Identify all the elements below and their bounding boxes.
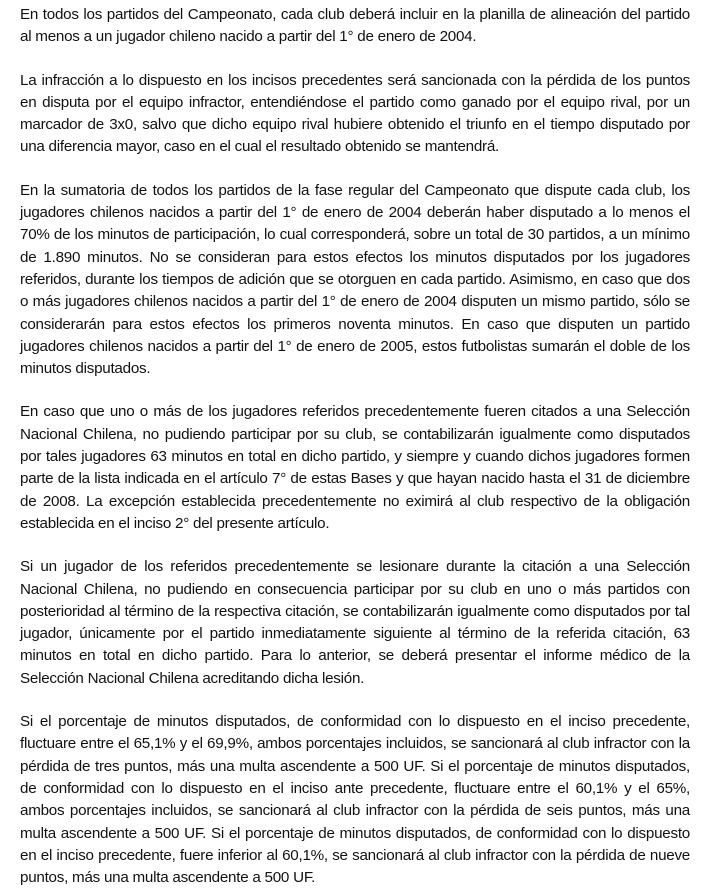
paragraph-percentage-penalties: Si el porcentaje de minutos disputados, de conformidad con lo dispuesto en el inciso precedente, fluctuare entre el 65,1% y el 69,9%, ambos porcentajes incluidos, se sancionará al club infractor con la pérdida de tres puntos, más una multa ascendente a 500 UF. Si el porcentaje de minutos disputados, de conformidad con lo dispuesto en el inciso ante precedente, fluctuare entre el 60,1% y el 65%, ambos porcentajes incluidos, se sancionará al club infractor con la pérdida de seis puntos, más una multa ascendente a 500 UF. Si el porcentaje de minutos disputados, de conformidad con lo dispuesto en el inciso precedente, fuere inferior al 60,1%, se sancionará al club infractor con la pérdida de nueve puntos, más una multa ascendente a 500 UF. [20,713,690,887]
paragraph-injury-during-callup: Si un jugador de los referidos precedentemente se lesionare durante la citación a una Selección Nacional Chilena, no pudiendo en consecuencia participar por su club en uno o más partidos con posterioridad al término de la respectiva citación, se contabilizarán igualmente como disputados por tal jugador, únicamente por el partido inmediatamente siguiente al término de la referida citación, 63 minutos en total en dicho partido. Para lo anterior, se deberá presentar el informe médico de la Selección Nacional Chilena acreditando dicha lesión. [20,558,690,687]
paragraph-minimum-chilean-player: En todos los partidos del Campeonato, cada club deberá incluir en la planilla de alineación del partido al menos a un jugador chileno nacido a partir del 1° de enero de 2004. [20,6,690,46]
paragraph-minutes-requirement: En la sumatoria de todos los partidos de la fase regular del Campeonato que dispute cada club, los jugadores chilenos nacidos a partir del 1° de enero de 2004 deberán haber disputado a lo menos el 70% de los minutos de participación, lo cual corresponderá, sobre un total de 30 partidos, a un mínimo de 1.890 minutos. No se consideran para estos efectos los minutos disputados por los jugadores referidos, durante los tiempos de adición que se otorguen en cada partido. Asimismo, en caso que dos o más jugadores chilenos nacidos a partir del 1° de enero de 2004 disputen un mismo partido, sólo se considerarán para estos efectos los primeros noventa minutos. En caso que disputen un partido jugadores chilenos nacidos a partir del 1° de enero de 2005, estos futbolistas sumarán el doble de los minutos disputados. [20,181,690,378]
paragraph-infraction-sanction: La infracción a lo dispuesto en los incisos precedentes será sancionada con la pérdida de los puntos en disputa por el equipo infractor, entendiéndose el partido como ganado por el equipo rival, por un marcador de 3x0, salvo que dicho equipo rival hubiere obtenido el triunfo en el tiempo disputado por una diferencia mayor, caso en el cual el resultado obtenido se mantendrá. [20,71,690,156]
paragraph-national-team-callup: En caso que uno o más de los jugadores referidos precedentemente fueren citados a una Selección Nacional Chilena, no pudiendo participar por su club, se contabilizarán igualmente como disputados por tales jugadores 63 minutos en total en dicho partido, y siempre y cuando dichos jugadores formen parte de la lista indicada en el artículo 7° de estas Bases y que hayan nacido hasta el 31 de diciembre de 2008. La excepción establecida precedentemente no eximirá al club respectivo de la obligación establecida en el inciso 2° del presente artículo. [20,403,690,532]
